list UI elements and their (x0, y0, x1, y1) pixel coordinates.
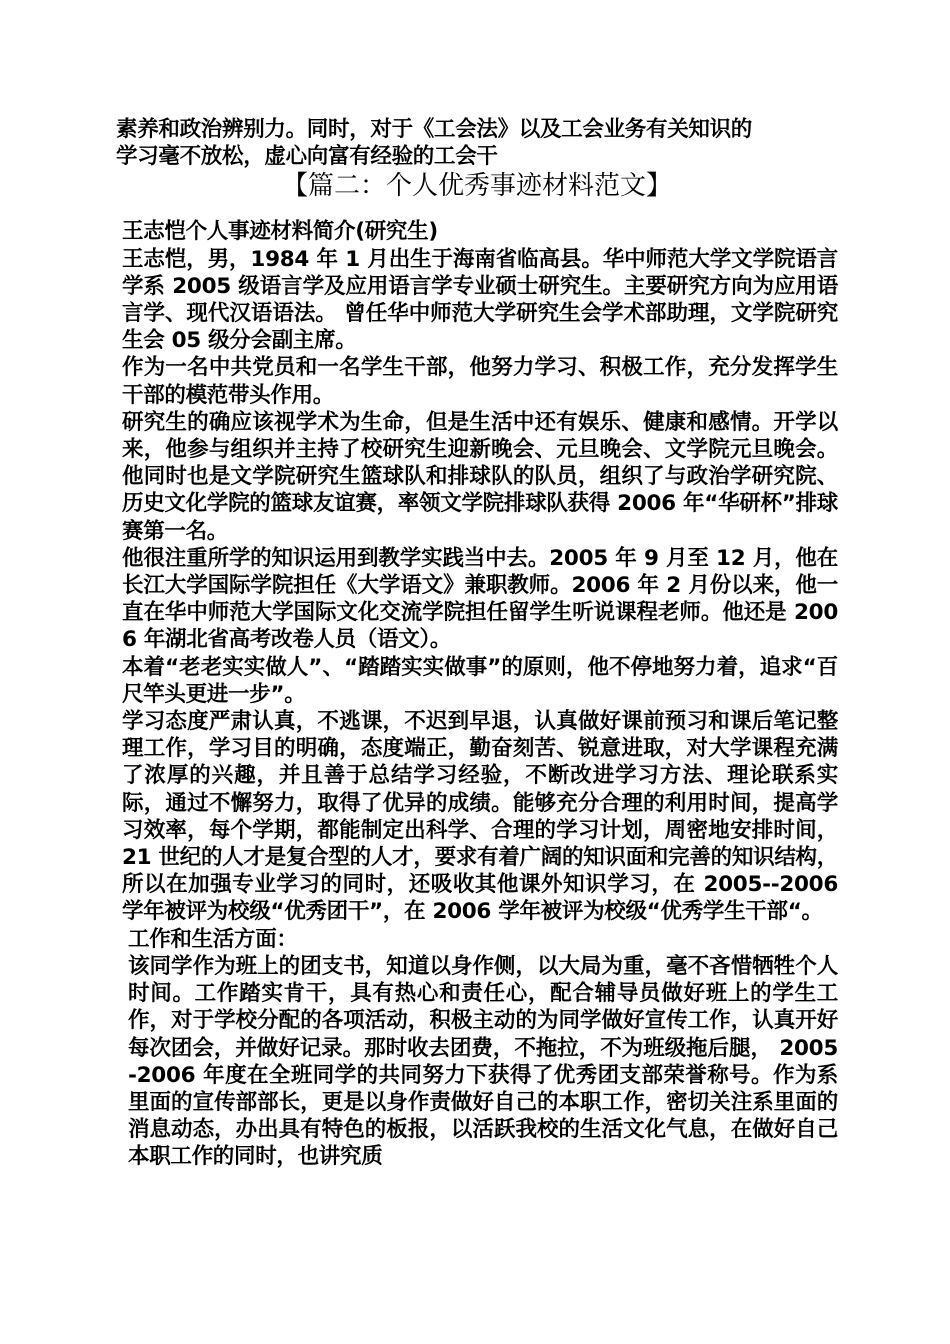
intro-line-2: 学习毫不放松，虚心向富有经验的工会干 (116, 144, 498, 170)
document-body (116, 116, 838, 1171)
paragraph-work: 该同学作为班上的团支书，知道以身作侧，以大局为重，毫不吝惜牺牲个人时间。工作踏实肯干，具有热心和责任心，配合辅导员做好班上的学生工作，对于学校分配的各项活动，积极主动的为同学做好宣传工作，认真开好每次团会，并做好记录。那时收去团费，不拖拉，不为班级拖后腿， 2005-2006 年度在全班同学的共同努力下获得了优秀团支部荣誉称号。作为系里面的宣传部部长，更是以身作责做好自己的本职工作，密切关注系里面的消息动态，办出具有特色的板报，以活跃我校的生活文化气息，在做好自己本职工作的同时，也讲究质 (128, 953, 838, 1170)
paragraph-study: 学习态度严肃认真，不逃课，不迟到早退，认真做好课前预习和课后笔记整理工作，学习目的明确，态度端正，勤奋刻苦、锐意进取，对大学课程充满了浓厚的兴趣，并且善于总结学习经验，不断改进学习方法、理论联系实际，通过不懈努力，取得了优异的成绩。能够充分合理的利用时间，提高学习效率，每个学期，都能制定出科学、合理的学习计划，周密地安排时间， 21 世纪的人才是复合型的人才，要求有着广阔的知识面和完善的知识结构，所以在加强专业学习的同时，还吸收其他课外知识学习，在 2005--2006 学年被评为校级“优秀团干”，在 2006 学年被评为校级“优秀学生干部“。 (122, 709, 838, 925)
paragraph-profile: 王志恺，男，1984 年 1 月出生于海南省临高县。华中师范大学文学院语言学系 2005 级语言学及应用语言学专业硕士研究生。主要研究方向为应用语言学、现代汉语语法。 曾任华中师范大学研究生会学术部助理，文学院研究生会 05 级分会副主席。 (122, 246, 838, 354)
intro-line-1: 素养和政治辨别力。同时，对于《工会法》以及工会业务有关知识的 (116, 117, 753, 142)
paragraph-party-member: 作为一名中共党员和一名学生干部，他努力学习、积极工作，充分发挥学生干部的模范带头作用。 (122, 355, 838, 408)
paragraph-teaching: 他很注重所学的知识运用到教学实践当中去。2005 年 9 月至 12 月，他在长江大学国际学院担任《大学语文》兼职教师。2006 年 2 月份以来，他一直在华中师范大学国际文化交流学院担任留学生听说课程老师。他还是 2006 年湖北省高考改卷人员（语文）。 (122, 545, 838, 653)
document-subtitle: 王志恺个人事迹材料简介(研究生) (122, 219, 438, 245)
paragraph-principle: 本着“老老实实做人”、“踏踏实实做事”的原则，他不停地努力着，追求“百尺竿头更进一步”。 (122, 654, 838, 707)
paragraph-work-heading: 工作和生活方面： (128, 926, 298, 952)
section-heading: 【篇二：个人优秀事迹材料范文】 (281, 171, 672, 202)
paragraph-activities: 研究生的确应该视学术为生命，但是生活中还有娱乐、健康和感情。开学以来，他参与组织并主持了校研究生迎新晚会、元旦晚会、文学院元旦晚会。他同时也是文学院研究生篮球队和排球队的队员，组织了与政治学研究院、历史文化学院的篮球友谊赛，率领文学院排球队获得 2006 年“华研杯”排球赛第一名。 (122, 409, 838, 544)
